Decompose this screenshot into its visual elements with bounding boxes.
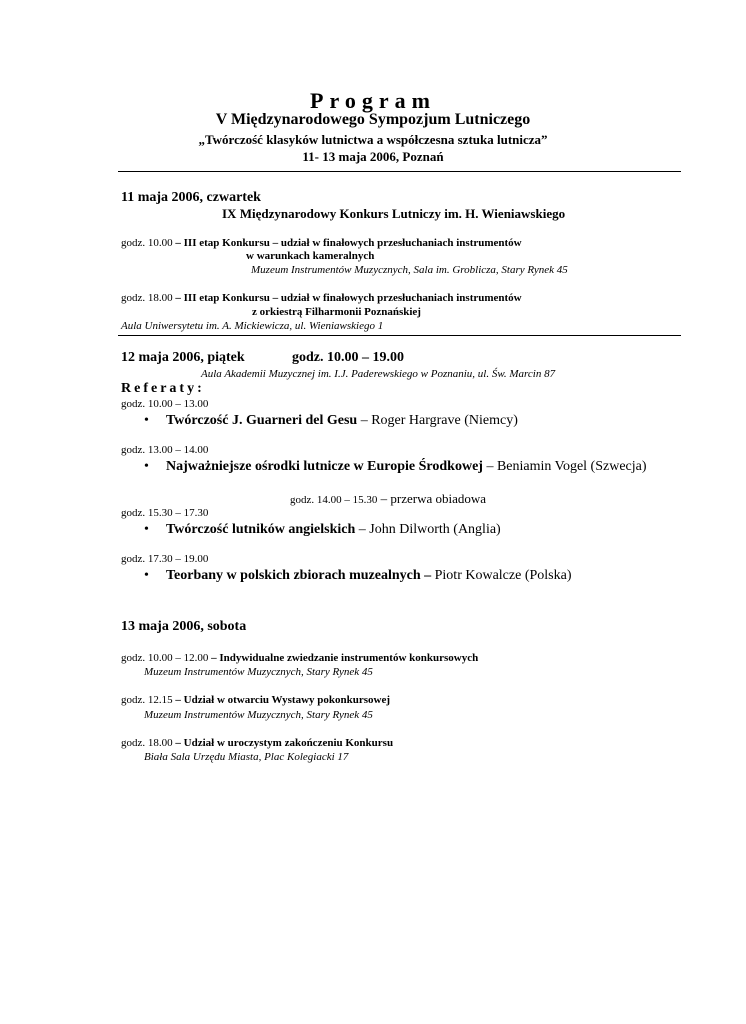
talk-item-3 [144,522,501,538]
day3-item3-place: Biała Sala Urzędu Miasta, Plac Kolegiacki 17 [144,751,349,763]
day1-item1-desc: – III etap Konkursu – udział w finałowych przesłuchaniach instrumentów [172,237,522,249]
day1-item2-desc: – III etap Konkursu – udział w finałowych przesłuchaniach instrumentów [172,292,522,304]
talk2-time: godz. 13.00 – 14.00 [121,444,209,456]
day1-item2-time: godz. 18.00 [121,292,173,304]
day1-event: IX Międzynarodowy Konkurs Lutniczy im. H. Wieniawskiego [222,206,566,221]
day3-item2 [121,694,390,706]
talk-item-4 [144,568,571,584]
lunch-break [290,490,486,508]
day2-place: Aula Akademii Muzycznej im. I.J. Paderewskiego w Poznaniu, ul. Św. Marcin 87 [201,368,556,380]
day3-item2-desc: – Udział w otwarciu Wystawy pokonkursowej [172,694,391,706]
talk1-speaker: – Roger Hargrave (Niemcy) [357,413,518,428]
day1-heading: 11 maja 2006, czwartek [121,190,261,205]
section-referaty: Referaty: [121,381,205,396]
page-title: Program [310,88,436,113]
day1-item1-time: godz. 10.00 [121,237,173,249]
symposium-theme: „Twórczość klasyków lutnictwa a współczesna sztuka lutnicza” [198,132,548,147]
day1-divider [118,335,681,336]
symposium-dates: 11- 13 maja 2006, Poznań [302,149,444,164]
day2-heading: 12 maja 2006, piątek [121,350,245,365]
day3-item1-desc: – Indywidualne zwiedzanie instrumentów konkursowych [208,652,479,664]
talk1-time: godz. 10.00 – 13.00 [121,398,209,410]
talk4-speaker: Piotr Kowalcze (Polska) [431,568,572,583]
day3-heading: 13 maja 2006, sobota [121,619,247,634]
talk3-time: godz. 15.30 – 17.30 [121,507,209,519]
bullet-icon: • [144,459,149,474]
day3-item2-time: godz. 12.15 [121,694,173,706]
day1-item2-line1 [121,292,522,304]
day1-item1-place: Muzeum Instrumentów Muzycznych, Sala im. Groblicza, Stary Rynek 45 [251,264,568,276]
day3-item1-time: godz. 10.00 – 12.00 [121,652,209,664]
day1-item1-line1 [121,237,522,249]
talk-item-2 [144,459,647,475]
day2-time-range: godz. 10.00 – 19.00 [292,350,404,365]
talk4-time: godz. 17.30 – 19.00 [121,553,209,565]
break-time: godz. 14.00 – 15.30 [290,494,378,506]
talk2-title: Najważniejsze ośrodki lutnicze w Europie Środkowej [166,459,483,474]
day3-item1 [121,652,478,664]
break-label: – przerwa obiadowa [377,491,487,506]
day3-item3-time: godz. 18.00 [121,737,173,749]
day1-item2-place: Aula Uniwersytetu im. A. Mickiewicza, ul. Wieniawskiego 1 [121,320,384,332]
symposium-subtitle: V Międzynarodowego Sympozjum Lutniczego [215,111,531,128]
day3-item3-desc: – Udział w uroczystym zakończeniu Konkursu [172,737,394,749]
talk-item-1 [144,413,518,429]
day1-item2-desc2: z orkiestrą Filharmonii Poznańskiej [252,306,421,318]
header-divider [118,171,681,172]
day3-item2-place: Muzeum Instrumentów Muzycznych, Stary Rynek 45 [144,709,373,721]
day3-item3 [121,737,393,749]
day1-item1-desc2: w warunkach kameralnych [246,250,375,262]
talk2-speaker: – Beniamin Vogel (Szwecja) [482,459,647,474]
day3-item1-place: Muzeum Instrumentów Muzycznych, Stary Rynek 45 [144,666,373,678]
talk3-speaker: – John Dilworth (Anglia) [355,522,501,537]
bullet-icon: • [144,413,149,428]
talk4-title: Teorbany w polskich zbiorach muzealnych – [166,568,432,583]
talk1-title: Twórczość J. Guarneri del Gesu [166,413,358,428]
talk3-title: Twórczość lutników angielskich [166,522,356,537]
bullet-icon: • [144,568,149,583]
bullet-icon: • [144,522,149,537]
